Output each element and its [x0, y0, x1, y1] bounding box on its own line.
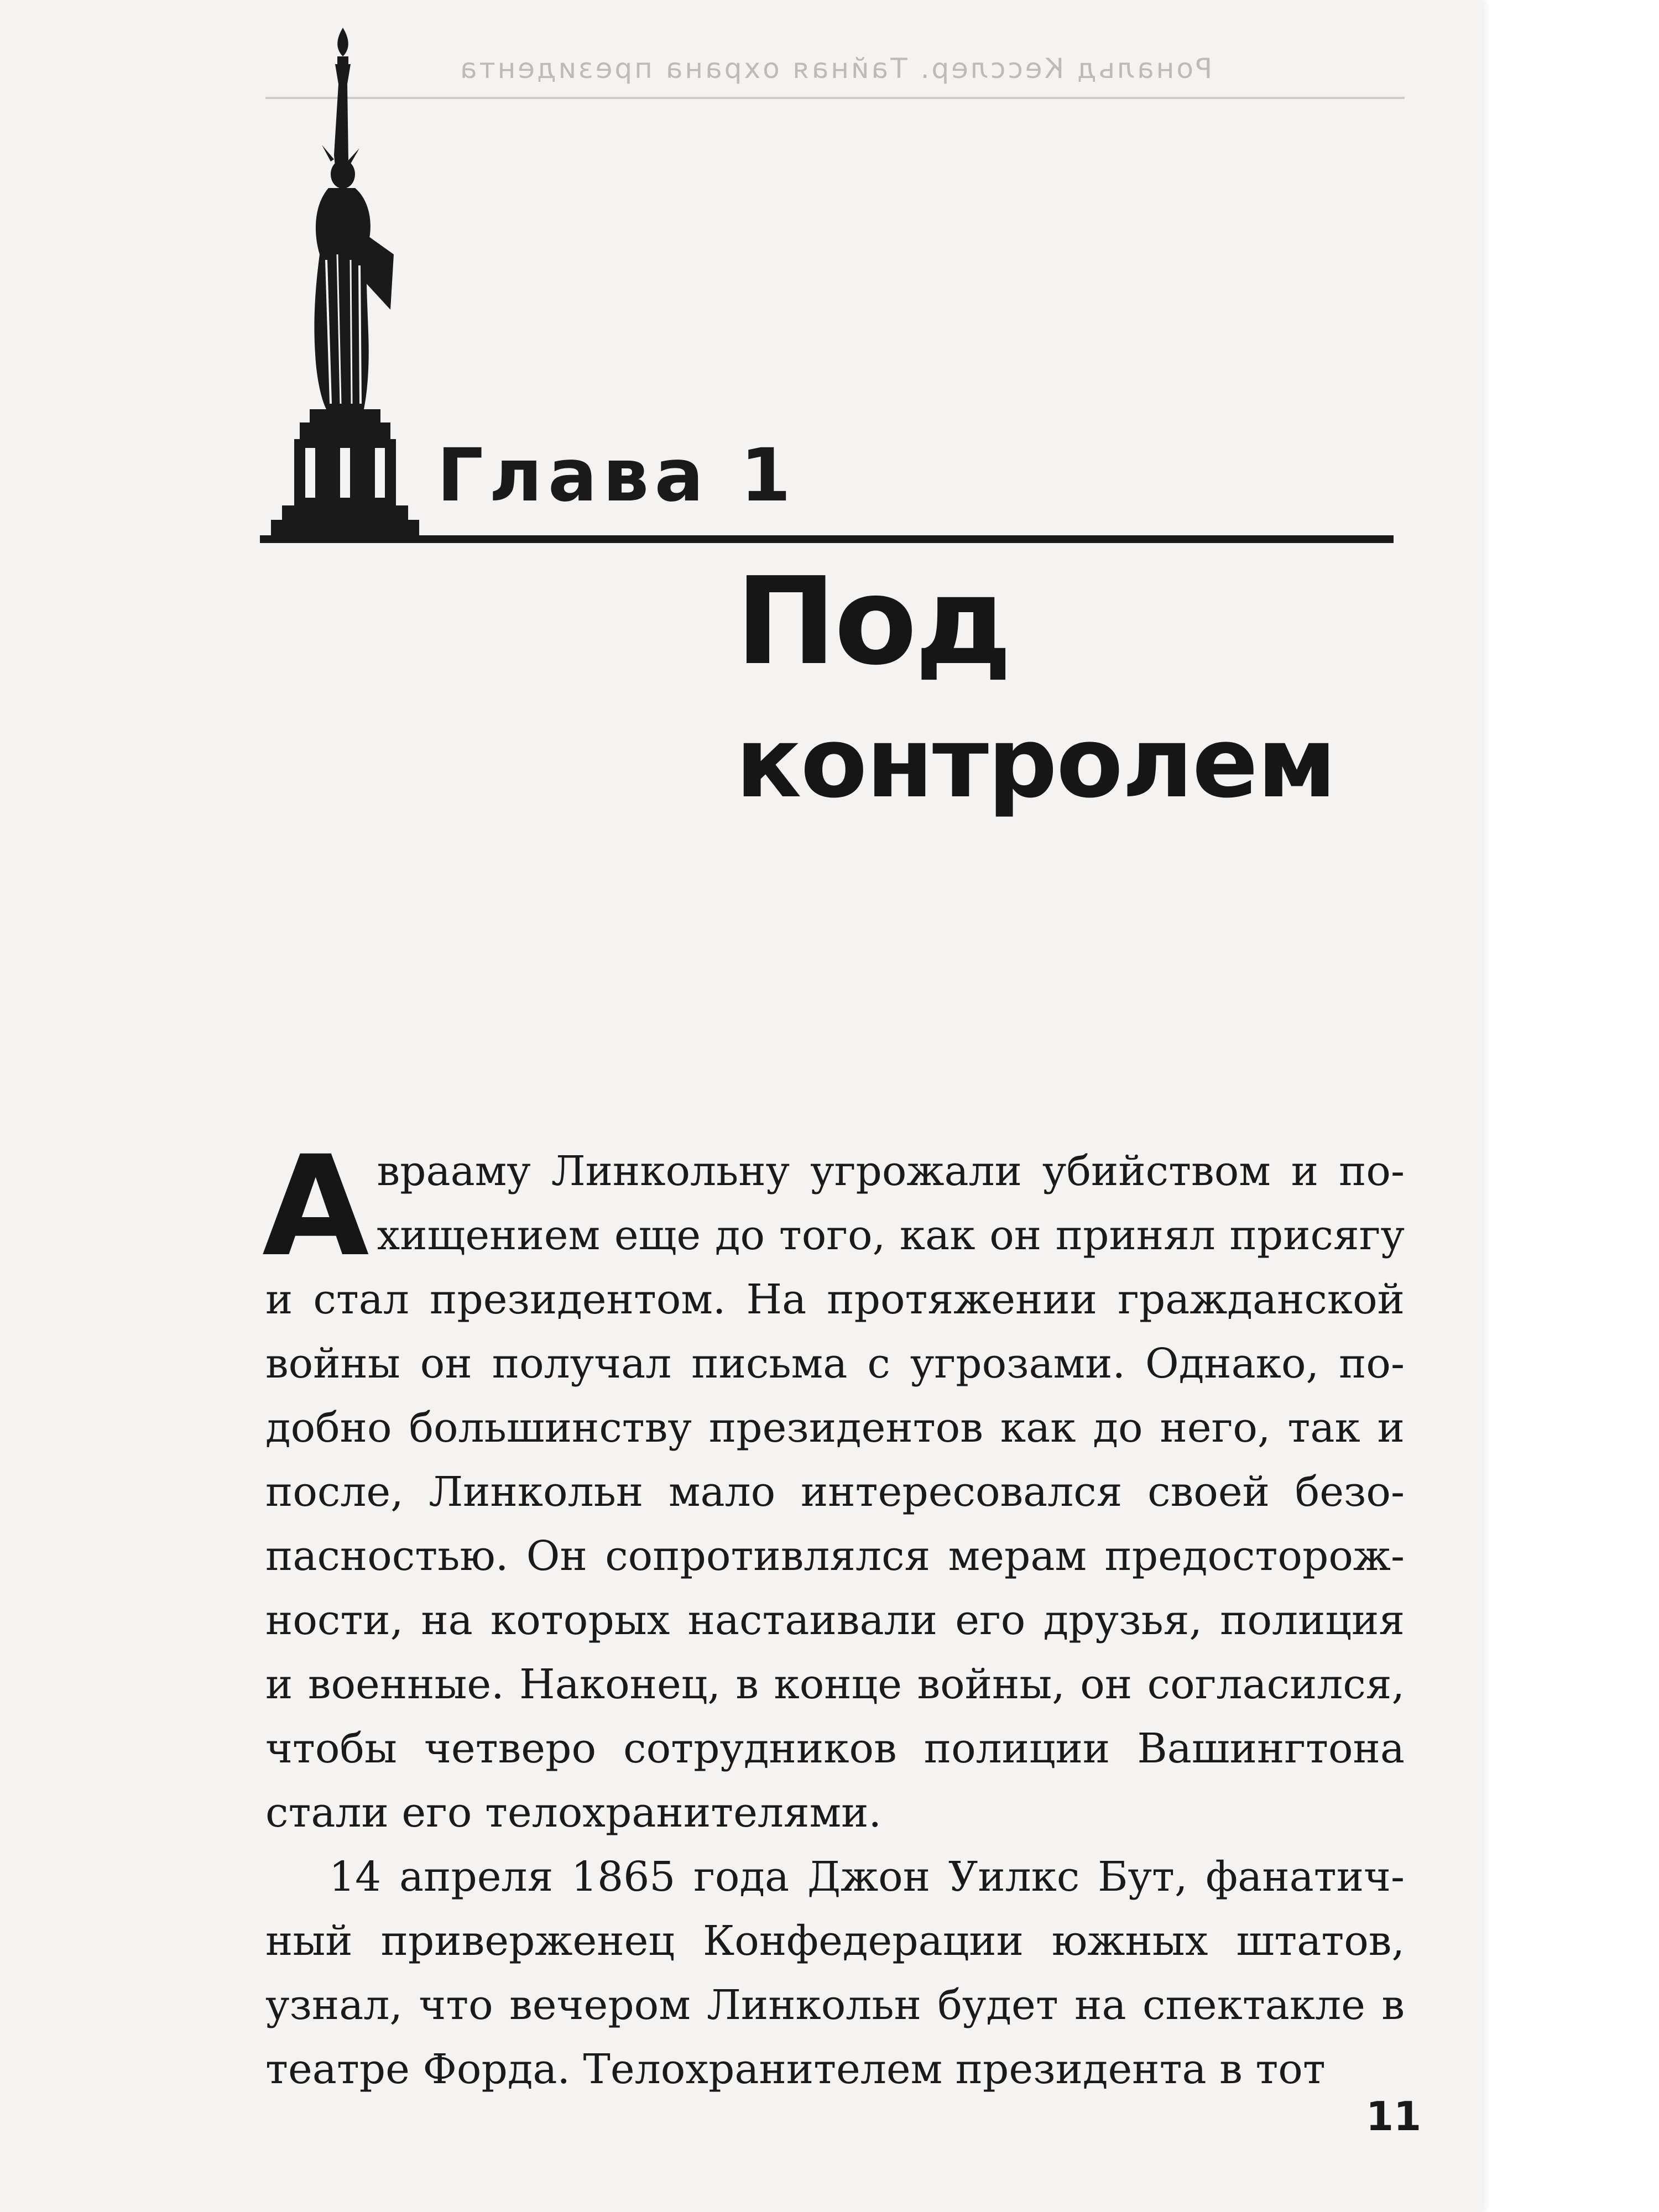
page-number: 11 — [1366, 2093, 1422, 2140]
statue-of-liberty-icon — [260, 22, 426, 542]
paragraph-2: 14 апреля 1865 года Джон Уилкс Бут, фанатичный приверженец Конфедерации южных штатов, узнал, что вечером Линкольн будет на спектакле в театре Форда. Телохранителем президента в тот — [265, 1853, 1405, 2093]
paragraph-1-text: врааму Линкольну угрожали убийством и похищением еще до того, как он принял присягу и стал президентом. На протяжении гражданской войны он получал письма с угрозами. Однако, подобно большинству президентов как до него, так и после, Линкольн мало интересовался своей безопасностью. Он сопротивлялся мерам предосторожности, на которых настаивали его друзья, полиция и военные. Наконец, в конце войны, он согласился, чтобы четверо сотрудников полиции Вашингтона стали его телохранителями. — [265, 1147, 1405, 1837]
chapter-title-line-1: Под — [735, 552, 1010, 692]
chapter-rule — [260, 535, 1394, 543]
chapter-label: Глава 1 — [437, 433, 797, 518]
body-text — [262, 1126, 1405, 2101]
running-head-rule — [265, 97, 1405, 99]
drop-cap: А — [262, 1126, 369, 1287]
paragraph-1 — [262, 1126, 1405, 1845]
chapter-title — [735, 553, 1399, 818]
running-head: Рональд Кесслер. Тайная охрана президента — [457, 53, 1213, 85]
chapter-title-line-2: контролем — [735, 706, 1336, 820]
